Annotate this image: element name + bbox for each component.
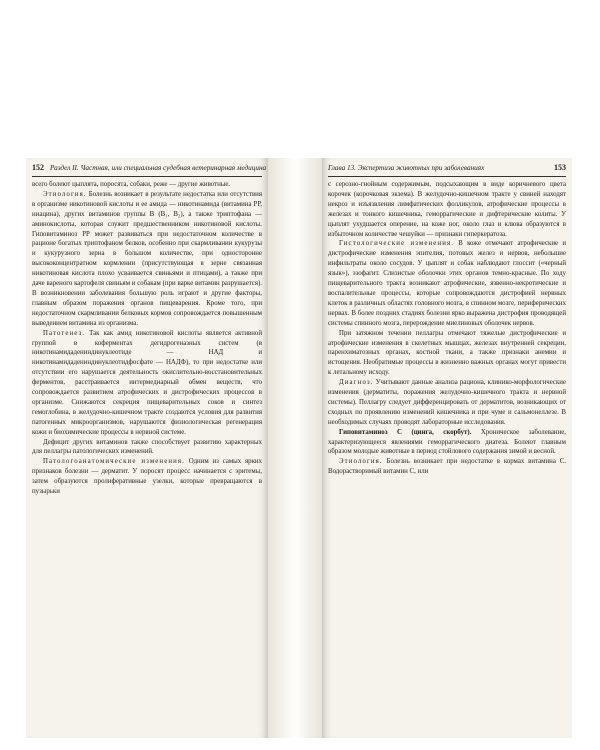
paragraph [32, 438, 262, 458]
left-page-text [32, 180, 262, 497]
paragraph [328, 329, 566, 379]
book-gutter [268, 158, 322, 738]
section-heading: Гиповитаминоз С (цинга, скорбут). [339, 428, 472, 436]
paragraph [328, 180, 566, 239]
paragraph [328, 457, 566, 477]
page-number: 152 [32, 163, 44, 172]
paragraph-text: Так как амид никотиновой кислоты является активной группой в коферментах дегидрогеназных систем (в никотинамидадениндинуклеотиде — НАД и никотинамидадениндинуклеотидфосфате — НАДФ), то при недостатке или отсутствии его нарушается деятельность окислительно-восстановительных ферментов, расстраивается интермедиарный обмен веществ, что сопровождается развитием атрофических и дистрофических процессов в организме. Снижаются секреция пищеварительных соков и синтез гемоглобина, в желудочно-кишечном тракте создаются условия для развития патогенных микроорганизмов, нарушаются физиологическая регенерация кожи и биохимические процессы в нервной системе. [32, 329, 262, 436]
paragraph-text: Болезнь возникает в результате недостатка или отсутствия в организме никотиновой кислоты и ее амида — никотинамида (витамина РР, ниацина), других витаминов группы В (В₁, В₂), а также триптофана — аминокислоты, которая служит предшественником никотиновой кислоты. Гиповитаминоз РР может развиваться при недостаточном количестве в рационе богатых триптофаном белков, особенно при скармливании кукурузы и кукурузного зерна в большом количестве, при односторонне высококонцентратном кормлении (присутствующая в зерне связанная никотиновая кислота плохо усваивается свиньями и птицами), а также при даче вареного картофеля свиньям и собакам (при варке витамин разрушается). В возникновении заболевания большую роль играют и другие факторы, главным образом поражения органов пищеварения. Кроме того, при недостаточном скармливании белковых кормов сопровождается повышенным выведением витамина из организма. [32, 190, 262, 327]
section-term: Патологоанатомические изменения. [43, 458, 185, 466]
running-head: Раздел II. Частная, или специальная судебная ветеринарная медицина [50, 164, 267, 172]
left-page [26, 158, 268, 738]
paragraph [32, 457, 262, 497]
paragraph [32, 190, 262, 329]
right-page-text [328, 180, 566, 477]
right-page-header [328, 162, 566, 177]
running-head: Глава 13. Экспертиза животных при заболеваниях [328, 164, 485, 172]
paragraph-text: Одним из самых ярких признаков болезни — дерматит. У поросят процесс начинается с эритемы, затем образуются пролиферативные узелки, которые превращаются в пузырьки [32, 458, 262, 496]
paragraph [328, 239, 566, 328]
paragraph [328, 428, 566, 458]
page-number: 153 [554, 163, 566, 172]
section-term: Диагноз. [339, 379, 374, 387]
section-term: Этиология. [43, 190, 87, 198]
paragraph-text: Болезнь возникает при недостатке в кормах витамина С. Водорастворимый витамин С, или [328, 458, 566, 476]
paragraph [32, 329, 262, 438]
paragraph [328, 378, 566, 428]
left-page-header [32, 162, 267, 177]
paragraph-text: с серозно-гнойным содержимым, подсыхающим в виде коричневого цвета корочек (корочковая экзема). В желудочно-кишечном тракте у свиней находят некроз и изъязвления лимфатических фолликулов, атрофические процессы в железах и тонкого кишечника, геморрагические и дифтерические колиты. У цыплят ухудшается оперение, на коже ног, около глаз и клюва образуются в избыточном количестве чешуйки — признаки гиперкератоза. [328, 181, 566, 238]
paragraph-text: Учитывают данные анализа рациона, клинико-морфологические изменения (дерматиты, поражения желудочно-кишечного тракта и нервной системы). Пеллагру следует дифференцировать от дерматитов, возникающих от сходных по проявлению изменений кишечника и при чуме и сальмонеллезе. В необходимых случаях проводят лабораторные исследования. [328, 379, 566, 426]
section-term: Гистологические изменения. [339, 240, 455, 248]
paragraph-text: Дефицит других витаминов также способствует развитию характерных для пеллагры патологических изменений. [32, 438, 262, 456]
paragraph-text: всего болеют цыплята, поросята, собаки, реже — другие животные. [32, 181, 231, 188]
right-page [322, 158, 572, 738]
paragraph-text: В коже отмечают атрофические и дистрофические изменения эпителия, потовых желез и нервов, небольшие инфильтраты около сосудов. У цыплят и собак наблюдают глоссит («черный язык»), эзофагит. Слизистые оболочки этих органов темно-красные. По ходу пищеварительного тракта возникают атрофические, язвенно-некротические и воспалительные процессы, которые сопровождаются дистрофией нервных клеток в различных областях головного мозга, в спинном мозге, периферических нервах. В более поздних стадиях болезни ярко выражена дистрофия проводящей системы спинного мозга, перерождение миелиновых оболочек нервов. [328, 240, 566, 327]
paragraph [32, 180, 262, 190]
section-term: Этиология. [339, 458, 383, 466]
paragraph-text: При затяжном течении пеллагры отмечают тяжелые дистрофические и атрофические изменения в скелетных мышцах, железах внутренней секреции, паренхиматозных органах, костной ткани, а также признаки анемии и истощения. Необратимые процессы в жизненно важных органах могут привести к летальному исходу. [328, 329, 566, 377]
paragraph-text: Хроническое заболевание, характеризующееся явлениями геморрагического диатеза. Болеют главным образом молодые животные в период стойлового содержания зимой и весной. [328, 428, 566, 456]
section-term: Патогенез. [43, 329, 86, 337]
